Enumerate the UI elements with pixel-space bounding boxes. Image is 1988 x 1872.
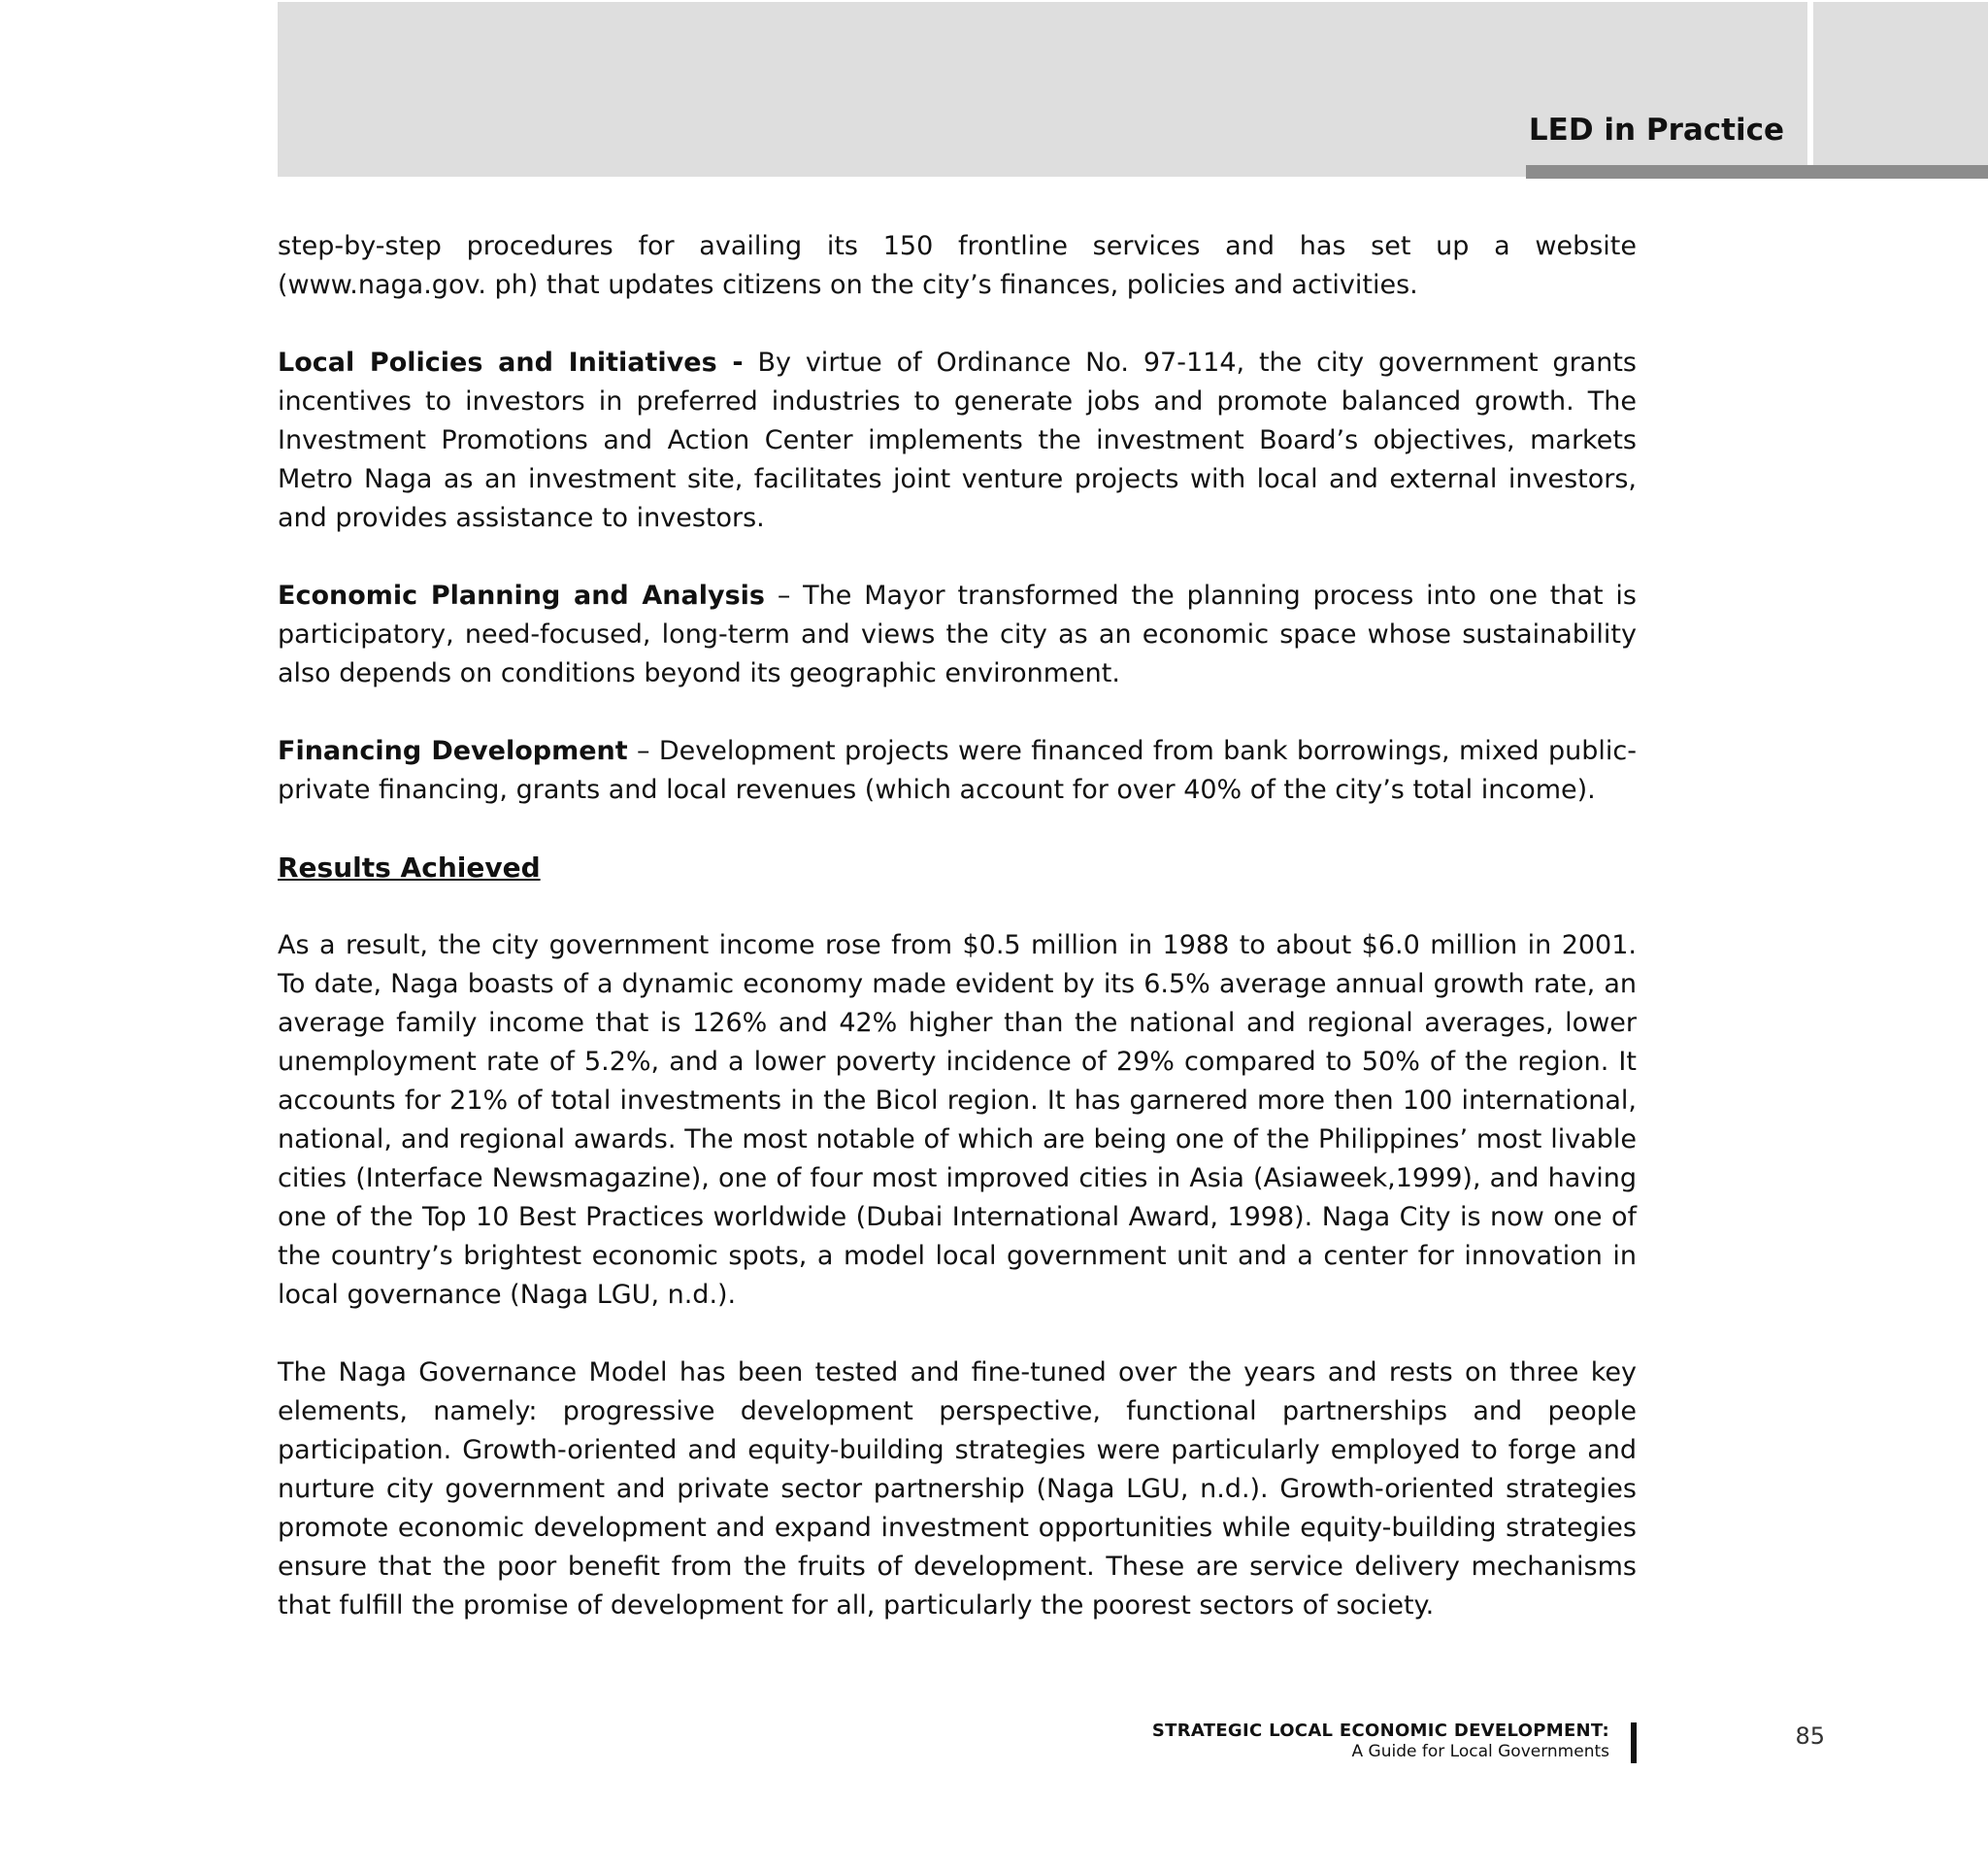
paragraph-heading: Financing Development <box>278 736 628 766</box>
paragraph-heading: Local Policies and Initiatives - <box>278 348 744 378</box>
paragraph-heading: Economic Planning and Analysis <box>278 581 765 611</box>
header-side-panel <box>1813 2 1988 167</box>
paragraph-local-policies <box>278 344 1637 538</box>
paragraph-text: step-by-step procedures for availing its 150 frontline services and has set up a website (www.naga.gov. ph) that updates citizens on the city’s finances, policies and activities. <box>278 231 1637 300</box>
paragraph-text: The Naga Governance Model has been tested and fine-tuned over the years and rests on three key elements, namely: progressive development perspective, functional partnerships and people participation. Growth-oriented and equity-building strategies were particularly employed to forge and nurture city government and private sector partnership (Naga LGU, n.d.). Growth-oriented strategies promote economic development and expand investment opportunities while equity-building strategies ensure that the poor benefit from the fruits of development. These are service delivery mechanisms that fulfill the promise of development for all, particularly the poorest sectors of society. <box>278 1357 1637 1621</box>
footer-divider <box>1631 1722 1637 1763</box>
page-content <box>278 227 1637 1664</box>
results-heading: Results Achieved <box>278 852 541 884</box>
paragraph-website <box>278 227 1637 305</box>
paragraph-economic-planning <box>278 577 1637 693</box>
section-title: LED in Practice <box>1528 113 1784 148</box>
footer-publication <box>1068 1721 1609 1761</box>
header-accent-bar <box>1526 165 1988 179</box>
paragraph-results <box>278 926 1637 1315</box>
paragraph-text: By virtue of Ordinance No. 97-114, the city government grants incentives to investors in preferred industries to generate jobs and promote balanced growth. The Investment Promotions and Action Center implements the investment Board’s objectives, markets Metro Naga as an investment site, facilitates joint venture projects with local and external investors, and provides assistance to investors. <box>278 348 1637 533</box>
paragraph-text: – The Mayor transformed the planning process into one that is participatory, need-focused, long-term and views the city as an economic space whose sustainability also depends on conditions beyond its geographic environment. <box>278 581 1637 688</box>
header-band <box>278 2 1809 177</box>
page-number: 85 <box>1795 1722 1825 1750</box>
footer-title: STRATEGIC LOCAL ECONOMIC DEVELOPMENT: <box>1151 1721 1609 1741</box>
paragraph-text: – Development projects were financed from bank borrowings, mixed public-private financing, grants and local revenues (which account for over 40% of the city’s total income). <box>278 736 1637 805</box>
paragraph-financing <box>278 732 1637 810</box>
footer-subtitle: A Guide for Local Governments <box>1351 1742 1609 1761</box>
paragraph-text: As a result, the city government income rose from $0.5 million in 1988 to about $6.0 million in 2001. To date, Naga boasts of a dynamic economy made evident by its 6.5% average annual growth rate, an average family income that is 126% and 42% higher than the national and regional averages, lower unemployment rate of 5.2%, and a lower poverty incidence of 29% compared to 50% of the region. It accounts for 21% of total investments in the Bicol region. It has garnered more then 100 international, national, and regional awards. The most notable of which are being one of the Philippines’ most livable cities (Interface Newsmagazine), one of four most improved cities in Asia (Asiaweek,1999), and having one of the Top 10 Best Practices worldwide (Dubai International Award, 1998). Naga City is now one of the country’s brightest economic spots, a model local government unit and a center for innovation in local governance (Naga LGU, n.d.). <box>278 930 1637 1310</box>
paragraph-governance-model <box>278 1354 1637 1625</box>
